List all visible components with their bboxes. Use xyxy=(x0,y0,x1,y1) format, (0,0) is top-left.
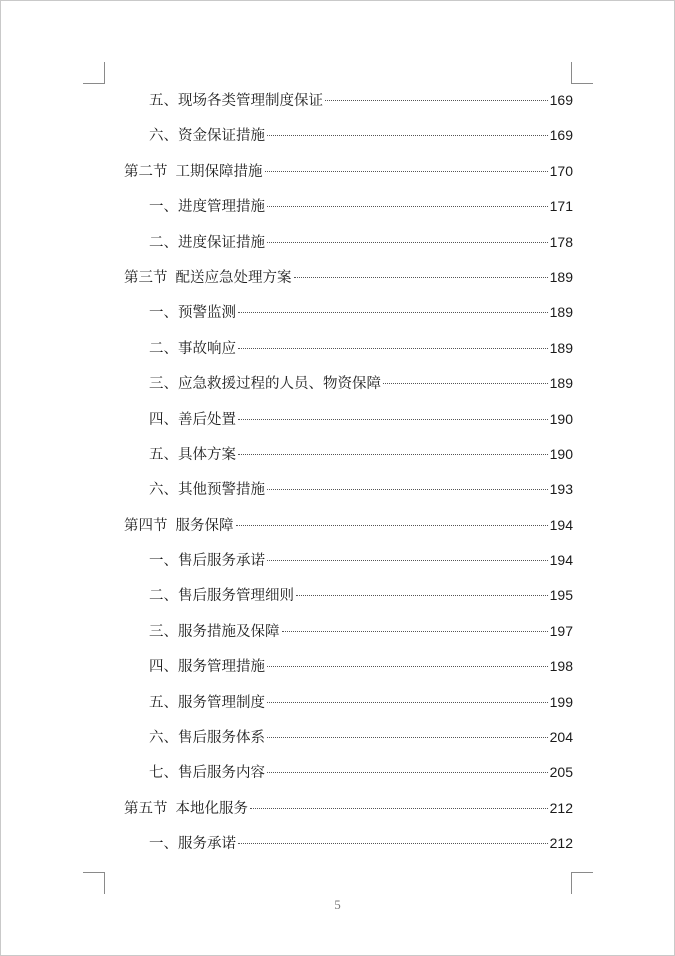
toc-subsection-entry[interactable] xyxy=(124,724,573,759)
toc-subsection-entry[interactable] xyxy=(124,618,573,653)
toc-page-number: 189 xyxy=(549,339,573,356)
toc-entry-text: 二、进度保证措施 xyxy=(149,234,265,251)
dot-leader xyxy=(238,348,548,349)
dot-leader xyxy=(236,525,548,526)
dot-leader xyxy=(267,242,548,243)
toc-entry-title xyxy=(149,300,236,326)
toc-entry-text: 三、应急救援过程的人员、物资保障 xyxy=(149,376,381,393)
toc-page-number: 194 xyxy=(549,552,573,569)
dot-leader xyxy=(282,631,548,632)
dot-leader xyxy=(267,135,548,136)
toc-entry-title xyxy=(149,690,265,716)
dot-leader xyxy=(238,843,548,844)
toc-entry-title xyxy=(149,194,265,220)
toc-entry-text: 五、具体方案 xyxy=(149,446,236,463)
toc-entry-text: 三、服务措施及保障 xyxy=(149,623,280,640)
toc-entry-text: 二、事故响应 xyxy=(149,340,236,357)
toc-page-number: 189 xyxy=(549,304,573,321)
toc-entry-title xyxy=(124,159,263,185)
toc-page-number: 178 xyxy=(549,233,573,250)
toc-subsection-entry[interactable] xyxy=(124,476,573,511)
toc-page-number: 170 xyxy=(549,162,573,179)
toc-entry-text: 五、服务管理制度 xyxy=(149,694,265,711)
toc-page-number: 199 xyxy=(549,693,573,710)
dot-leader xyxy=(267,489,548,490)
toc-subsection-entry[interactable] xyxy=(124,229,573,264)
crop-mark-bottom-right xyxy=(571,872,593,894)
toc-section-number: 第四节 xyxy=(124,517,168,534)
dot-leader xyxy=(267,560,548,561)
toc-page-number: 205 xyxy=(549,764,573,781)
dot-leader xyxy=(267,206,548,207)
page-number: 5 xyxy=(334,897,341,912)
toc-entry-title xyxy=(149,442,236,468)
toc-entry-text: 一、售后服务承诺 xyxy=(149,553,265,570)
table-of-contents xyxy=(124,87,573,866)
toc-entry-text: 一、服务承诺 xyxy=(149,836,236,853)
toc-page-number: 212 xyxy=(549,835,573,852)
dot-leader xyxy=(250,808,548,809)
toc-entry-text: 四、善后处置 xyxy=(149,411,236,428)
toc-subsection-entry[interactable] xyxy=(124,87,573,122)
toc-section-entry[interactable] xyxy=(124,158,573,193)
toc-entry-title xyxy=(149,548,265,574)
toc-subsection-entry[interactable] xyxy=(124,582,573,617)
toc-entry-title xyxy=(149,725,265,751)
toc-entry-text: 工期保障措施 xyxy=(175,163,263,180)
toc-subsection-entry[interactable] xyxy=(124,830,573,865)
toc-subsection-entry[interactable] xyxy=(124,299,573,334)
toc-entry-title xyxy=(149,619,280,645)
toc-entry-text: 四、服务管理措施 xyxy=(149,659,265,676)
dot-leader xyxy=(267,702,548,703)
toc-page-number: 190 xyxy=(549,410,573,427)
toc-entry-text: 服务保障 xyxy=(175,517,234,534)
toc-entry-title xyxy=(149,654,265,680)
toc-subsection-entry[interactable] xyxy=(124,547,573,582)
toc-entry-title xyxy=(149,477,265,503)
toc-subsection-entry[interactable] xyxy=(124,335,573,370)
toc-subsection-entry[interactable] xyxy=(124,759,573,794)
dot-leader xyxy=(267,772,548,773)
toc-page-number: 212 xyxy=(549,799,573,816)
toc-page-number: 193 xyxy=(549,481,573,498)
crop-mark-top-left xyxy=(83,62,105,84)
toc-page-number: 195 xyxy=(549,587,573,604)
toc-entry-title xyxy=(149,760,265,786)
dot-leader xyxy=(267,737,548,738)
toc-section-number: 第二节 xyxy=(124,163,168,180)
toc-page-number: 169 xyxy=(549,92,573,108)
dot-leader xyxy=(325,100,548,101)
dot-leader xyxy=(296,595,548,596)
toc-page-number: 189 xyxy=(549,375,573,392)
dot-leader xyxy=(265,171,548,172)
toc-entry-title xyxy=(124,513,234,539)
crop-mark-top-right xyxy=(571,62,593,84)
toc-entry-text: 配送应急处理方案 xyxy=(175,269,292,286)
toc-entry-title xyxy=(149,336,236,362)
toc-subsection-entry[interactable] xyxy=(124,370,573,405)
toc-entry-title xyxy=(149,583,294,609)
toc-entry-title xyxy=(149,230,265,256)
toc-entry-title xyxy=(149,831,236,857)
dot-leader xyxy=(238,419,548,420)
dot-leader xyxy=(294,277,548,278)
toc-entry-text: 一、进度管理措施 xyxy=(149,199,265,216)
toc-entry-title xyxy=(124,265,292,291)
toc-entry-text: 五、现场各类管理制度保证 xyxy=(149,93,323,109)
toc-section-entry[interactable] xyxy=(124,264,573,299)
toc-subsection-entry[interactable] xyxy=(124,193,573,228)
toc-subsection-entry[interactable] xyxy=(124,441,573,476)
toc-subsection-entry[interactable] xyxy=(124,653,573,688)
toc-page-number: 197 xyxy=(549,622,573,639)
crop-mark-bottom-left xyxy=(83,872,105,894)
toc-page-number: 194 xyxy=(549,516,573,533)
toc-page-number: 189 xyxy=(549,268,573,285)
toc-entry-text: 一、预警监测 xyxy=(149,305,236,322)
toc-section-number: 第三节 xyxy=(124,269,168,286)
toc-entry-text: 六、资金保证措施 xyxy=(149,128,265,145)
toc-entry-text: 二、售后服务管理细则 xyxy=(149,588,294,605)
toc-entry-title xyxy=(124,796,248,822)
toc-entry-title xyxy=(149,407,236,433)
dot-leader xyxy=(238,312,548,313)
toc-page-number: 171 xyxy=(549,198,573,215)
dot-leader xyxy=(383,383,548,384)
toc-page-number: 190 xyxy=(549,445,573,462)
toc-entry-title xyxy=(149,88,323,114)
dot-leader xyxy=(238,454,548,455)
toc-section-entry[interactable] xyxy=(124,795,573,830)
toc-section-number: 第五节 xyxy=(124,800,168,817)
dot-leader xyxy=(267,666,548,667)
toc-entry-text: 六、其他预警措施 xyxy=(149,482,265,499)
toc-entry-text: 本地化服务 xyxy=(175,800,248,817)
toc-page-number: 198 xyxy=(549,658,573,675)
toc-page-number: 169 xyxy=(549,127,573,144)
toc-page-number: 204 xyxy=(549,729,573,746)
toc-entry-title xyxy=(149,371,381,397)
toc-section-entry[interactable] xyxy=(124,512,573,547)
toc-subsection-entry[interactable] xyxy=(124,406,573,441)
toc-entry-text: 七、售后服务内容 xyxy=(149,765,265,782)
toc-entry-text: 六、售后服务体系 xyxy=(149,730,265,747)
toc-subsection-entry[interactable] xyxy=(124,689,573,724)
toc-entry-title xyxy=(149,123,265,149)
toc-subsection-entry[interactable] xyxy=(124,122,573,157)
